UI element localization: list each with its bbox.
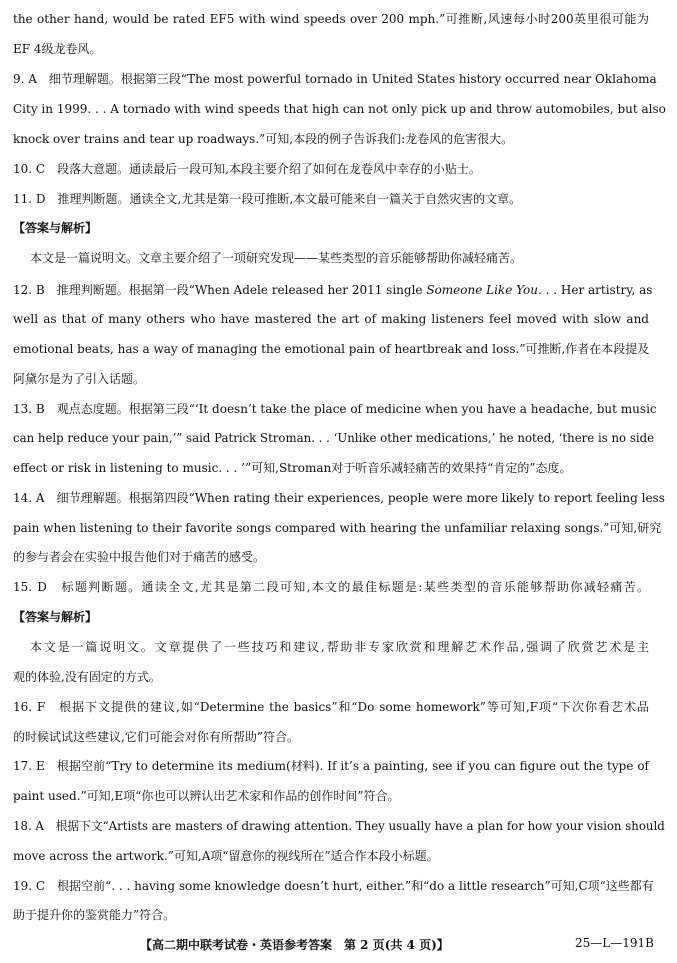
answer-17: 17. E 根据空前“Try to determine its medium(材料). If it’s a painting, see if you can figure out the type of [13,759,649,773]
song-title: Someone Like You [426,283,538,297]
text-line: 的参与者会在实验中报告他们对于痛苦的感受。 [13,550,266,564]
text-line: pain when listening to their favorite songs compared with hearing the unfamiliar relaxing songs.”可知,研究 [13,521,662,535]
text-line: the other hand, would be rated EF5 with wind speeds over 200 mph.”可推断,风速每小时200英里很可能为 [13,12,649,26]
text-line: can help reduce your pain,’” said Patrick Stroman. . . ‘Unlike other medications,’ he noted, ‘there is no side [13,431,655,445]
text-line: well as that of many others who have mastered the art of making listeners feel moved with slow and [13,312,649,326]
text-run: . . . Her artistry, as [537,283,653,297]
answer-15: 15. D 标题判断题。通读全文,尤其是第二段可知,本文的最佳标题是:某些类型的音乐能够帮助你减轻痛苦。 [13,580,649,594]
section-heading: 【答案与解析】 [13,221,98,235]
page-footer: 【高二期中联考试卷・英语参考答案 第 2 页(共 4 页)】 [140,938,449,952]
answer-18: 18. A 根据下文“Artists are masters of drawing attention. They usually have a plan for how your vision should [13,819,665,833]
section-heading: 【答案与解析】 [13,610,98,624]
text-line: 观的体验,没有固定的方式。 [13,670,161,684]
answer-16: 16. F 根据下文提供的建议,如“Determine the basics”和“Do some homework”等可知,F项“下次你看艺术品 [13,700,649,714]
text-line: emotional beats, has a way of managing the emotional pain of heartbreak and loss.”可推断,作者在本段提及 [13,342,650,356]
answer-14: 14. A 细节理解题。根据第四段“When rating their experiences, people were more likely to report feeling less [13,491,665,505]
answer-9: 9. A 细节理解题。根据第三段“The most powerful tornado in United States history occurred near Oklahoma [13,72,657,86]
text-line: City in 1999. . . A tornado with wind speeds that high can not only pick up and throw automobiles, but also [13,102,666,116]
text-line: 的时候试试这些建议,它们可能会对你有所帮助”符合。 [13,730,299,744]
text-run: 12. B 推理判断题。根据第一段“When Adele released her 2011 single [13,283,427,297]
section-summary: 本文是一篇说明文。文章提供了一些技巧和建议,帮助非专家欣赏和理解艺术作品,强调了欣赏艺术是主 [30,640,649,654]
section-summary: 本文是一篇说明文。文章主要介绍了一项研究发现——某些类型的音乐能够帮助你减轻痛苦。 [30,251,523,265]
text-line: EF 4级龙卷风。 [13,42,102,56]
text-line: paint used.”可知,E项“你也可以辨认出艺术家和作品的创作时间”符合。 [13,789,400,803]
answer-10: 10. C 段落大意题。通读最后一段可知,本段主要介绍了如何在龙卷风中幸存的小贴士。 [13,162,481,176]
text-line: 阿黛尔是为了引入话题。 [13,372,146,386]
text-line: 助于提升你的鉴赏能力”符合。 [13,908,176,922]
text-line: knock over trains and tear up roadways.”可知,本段的例子告诉我们:龙卷风的危害很大。 [13,132,514,146]
answer-11: 11. D 推理判断题。通读全文,尤其是第一段可推断,本文最可能来自一篇关于自然灾害的文章。 [13,192,522,206]
text-line: move across the artwork.”可知,A项“留意你的视线所在”适合作本段小标题。 [13,849,439,863]
answer-12 [13,282,653,298]
answer-19: 19. C 根据空前“. . . having some knowledge doesn’t hurt, either.”和“do a little research”可知,C项“这些都有 [13,879,654,893]
text-line: effect or risk in listening to music. . . ’”可知,Stroman对于听音乐减轻痛苦的效果持“肯定的”态度。 [13,461,572,475]
document-code: 25—L—191B [575,936,654,950]
answer-13: 13. B 观点态度题。根据第三段“‘It doesn’t take the place of medicine when you have a headache, but music [13,402,657,416]
